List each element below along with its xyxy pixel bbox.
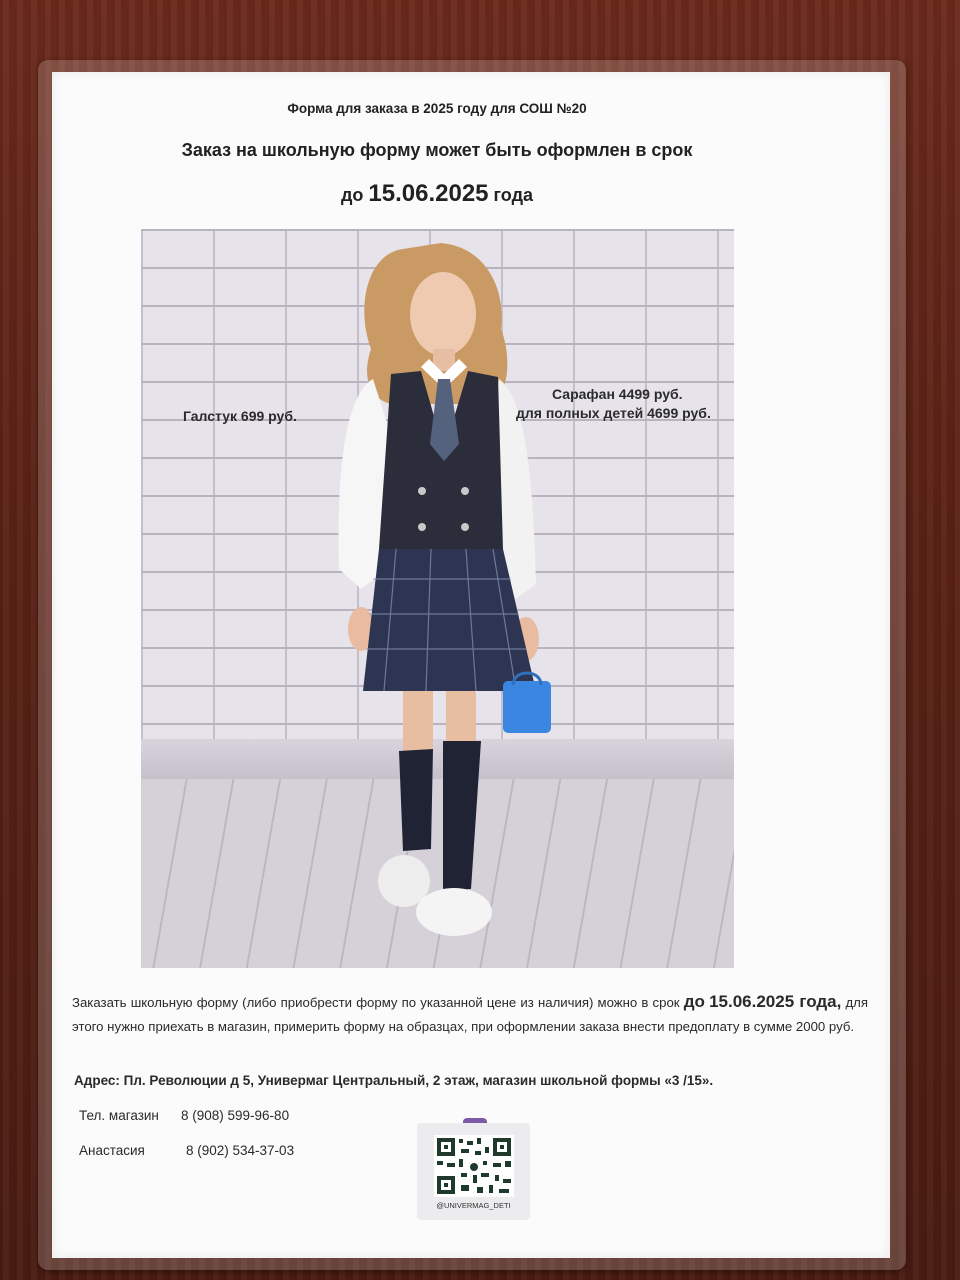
contact-name: Анастасия xyxy=(79,1143,145,1158)
header-line-1: Форма для заказа в 2025 году для СОШ №20 xyxy=(287,101,587,116)
order-instructions xyxy=(72,990,868,1039)
deadline-suffix: года xyxy=(493,185,534,205)
qr-caption: @UNIVERMAG_DETI xyxy=(436,1201,511,1210)
qr-code-icon xyxy=(417,1123,530,1203)
store-address: Адрес: Пл. Революции д 5, Универмаг Центральный, 2 этаж, магазин школьной формы «3 /15». xyxy=(74,1073,714,1088)
deadline-prefix: до xyxy=(340,185,364,205)
instructions-deadline-2: 15.06.2025 года, xyxy=(709,992,842,1011)
deadline-date: 15.06.2025 xyxy=(368,180,489,207)
contact-phone-number: 8 (902) 534-37-03 xyxy=(186,1143,295,1158)
dress-price-label: Сарафан 4499 руб. xyxy=(552,386,683,402)
store-phone-label: Тел. магазин xyxy=(79,1108,159,1123)
tie-price-label: Галстук 699 руб. xyxy=(183,408,297,424)
instructions-text-2: для этого нужно приехать в магазин, примерить форму на образцах, при оформлении заказа внести предоплату в сумме 2000 руб. xyxy=(72,995,869,1034)
header-line-3 xyxy=(0,180,874,208)
girl-in-uniform-illustration xyxy=(141,229,734,968)
instructions-deadline-1: до xyxy=(683,992,705,1011)
instructions-text-1: Заказать школьную форму (либо приобрести форму по указанной цене из наличия) можно в срок xyxy=(72,995,684,1010)
store-phone-number: 8 (908) 599-96-80 xyxy=(181,1108,290,1123)
header-line-2: Заказ на школьную форму может быть оформлен в срок xyxy=(181,140,693,160)
uniform-photo xyxy=(141,229,734,968)
dress-plus-size-price-label: для полных детей 4699 руб. xyxy=(516,405,711,421)
